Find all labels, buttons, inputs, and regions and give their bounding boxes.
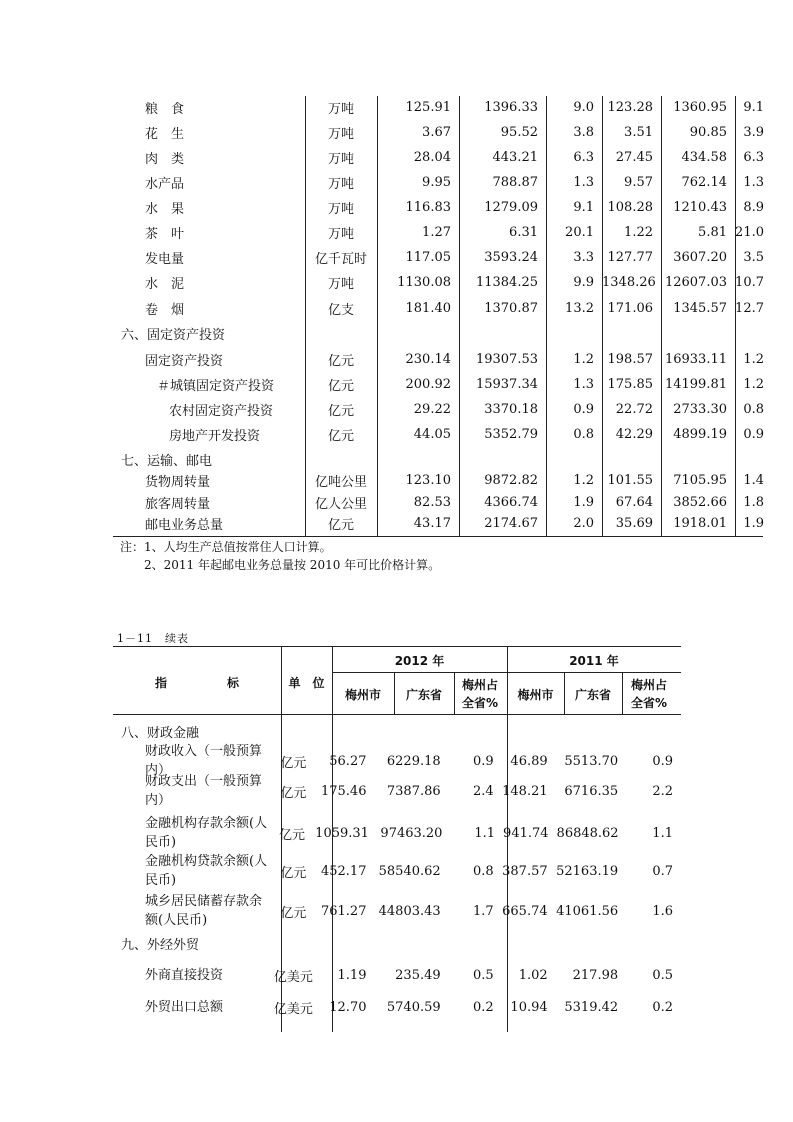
cell-value: 6716.35 bbox=[564, 783, 619, 799]
row-unit: 亿千瓦时 bbox=[314, 251, 367, 267]
row-label: 六、固定资产投资 bbox=[121, 327, 226, 343]
cell-value: 4899.19 bbox=[673, 426, 727, 442]
cell-value: 941.74 bbox=[503, 825, 549, 841]
cell-value: 3593.24 bbox=[484, 249, 538, 265]
cell-value: 44803.43 bbox=[378, 903, 441, 919]
row-label: 外贸出口总额 bbox=[145, 999, 224, 1015]
cell-value: 148.21 bbox=[502, 783, 548, 799]
table-row bbox=[113, 469, 764, 491]
cell-value: 29.22 bbox=[413, 401, 451, 417]
row-unit: 亿元 bbox=[280, 905, 307, 921]
table-row bbox=[113, 271, 764, 293]
cell-value: 1279.09 bbox=[484, 199, 538, 215]
cell-value: 9.95 bbox=[422, 174, 451, 190]
row-unit: 亿美元 bbox=[273, 1001, 313, 1017]
cell-value: 1.27 bbox=[422, 224, 451, 240]
cell-value: 6.3 bbox=[743, 149, 764, 165]
cell-value: 52163.19 bbox=[556, 863, 619, 879]
row-label: 城乡居民储蓄存款余额(人民币) bbox=[145, 894, 263, 928]
row-unit: 亿元 bbox=[280, 865, 307, 881]
cell-value: 1.7 bbox=[473, 903, 494, 919]
row-label: 花 生 bbox=[145, 126, 185, 142]
table-row bbox=[113, 246, 764, 268]
cell-value: 1348.26 bbox=[602, 274, 656, 290]
cell-value: 16933.11 bbox=[664, 351, 727, 367]
footnote-1: 注：1、人均生产总值按常住人口计算。 bbox=[120, 540, 332, 554]
row-unit: 亿支 bbox=[327, 302, 354, 318]
cell-value: 1.9 bbox=[573, 494, 594, 510]
cell-value: 1.1 bbox=[652, 825, 673, 841]
cell-value: 108.28 bbox=[607, 199, 653, 215]
cell-value: 35.69 bbox=[615, 515, 653, 531]
cell-value: 452.17 bbox=[320, 863, 367, 879]
cell-value: 9.57 bbox=[624, 174, 653, 190]
row-label: 九、外经外贸 bbox=[121, 937, 200, 953]
row-label: 货物周转量 bbox=[145, 474, 211, 490]
cell-value: 43.17 bbox=[413, 515, 451, 531]
cell-value: 1.4 bbox=[743, 472, 764, 488]
cell-value: 217.98 bbox=[572, 967, 619, 983]
row-label: 金融机构贷款余额(人民币) bbox=[145, 854, 268, 888]
row-label: 七、运输、邮电 bbox=[121, 453, 213, 469]
row-unit: 万吨 bbox=[327, 226, 354, 242]
cell-value: 0.7 bbox=[652, 863, 674, 879]
cell-value: 443.21 bbox=[492, 149, 538, 165]
header-guangdong-2012: 广东省 bbox=[405, 688, 442, 702]
row-unit: 亿元 bbox=[327, 353, 354, 369]
cell-value: 42.29 bbox=[615, 426, 653, 442]
table-row bbox=[113, 221, 764, 243]
header-year-2012: 2012 年 bbox=[394, 654, 445, 668]
cell-value: 9872.82 bbox=[484, 472, 538, 488]
table-row bbox=[113, 892, 681, 930]
cell-value: 9.0 bbox=[573, 99, 594, 115]
table-row bbox=[113, 297, 764, 319]
table-row bbox=[113, 814, 681, 852]
cell-value: 9.1 bbox=[573, 199, 594, 215]
cell-value: 0.9 bbox=[573, 401, 594, 417]
row-label: 卷 烟 bbox=[145, 302, 185, 318]
row-unit: 万吨 bbox=[327, 201, 354, 217]
cell-value: 5319.42 bbox=[564, 999, 619, 1015]
cell-value: 230.14 bbox=[405, 351, 451, 367]
row-label: 水产品 bbox=[145, 176, 185, 192]
cell-value: 90.85 bbox=[689, 124, 727, 140]
cell-value: 0.2 bbox=[473, 999, 494, 1015]
cell-value: 3.5 bbox=[743, 249, 764, 265]
cell-value: 27.45 bbox=[615, 149, 653, 165]
cell-value: 1.8 bbox=[743, 494, 764, 510]
cell-value: 22.72 bbox=[615, 401, 653, 417]
row-label: 邮电业务总量 bbox=[145, 517, 224, 533]
cell-value: 3.9 bbox=[743, 124, 764, 140]
cell-value: 761.27 bbox=[320, 903, 367, 919]
row-label: 固定资产投资 bbox=[145, 353, 224, 369]
table-row bbox=[113, 491, 764, 513]
cell-value: 6229.18 bbox=[386, 753, 441, 769]
cell-value: 387.57 bbox=[502, 863, 548, 879]
cell-value: 1059.31 bbox=[315, 825, 369, 841]
row-unit: 亿元 bbox=[327, 378, 354, 394]
cell-value: 1345.57 bbox=[673, 300, 727, 316]
table-row bbox=[113, 196, 764, 218]
cell-value: 1.3 bbox=[573, 376, 594, 392]
cell-value: 665.74 bbox=[502, 903, 548, 919]
cell-value: 14199.81 bbox=[664, 376, 727, 392]
cell-value: 1.3 bbox=[743, 174, 764, 190]
cell-value: 175.46 bbox=[320, 783, 367, 799]
row-unit: 亿吨公里 bbox=[314, 474, 367, 490]
cell-value: 1.9 bbox=[743, 515, 764, 531]
cell-value: 1130.08 bbox=[397, 274, 451, 290]
cell-value: 788.87 bbox=[492, 174, 538, 190]
cell-value: 1.2 bbox=[743, 351, 764, 367]
row-label: 金融机构存款余额(人民币) bbox=[145, 816, 268, 850]
table-row bbox=[113, 146, 764, 168]
row-label: 粮 食 bbox=[145, 101, 185, 117]
cell-value: 7105.95 bbox=[673, 472, 727, 488]
table-row bbox=[113, 722, 681, 744]
row-label: ＃城镇固定资产投资 bbox=[157, 378, 275, 394]
cell-value: 198.57 bbox=[607, 351, 653, 367]
cell-value: 434.58 bbox=[681, 149, 727, 165]
cell-value: 46.89 bbox=[510, 753, 548, 769]
row-label: 外商直接投资 bbox=[145, 967, 224, 983]
table-row bbox=[113, 512, 764, 534]
cell-value: 3.51 bbox=[624, 124, 653, 140]
cell-value: 3370.18 bbox=[484, 401, 538, 417]
cell-value: 0.5 bbox=[652, 967, 674, 983]
cell-value: 1210.43 bbox=[673, 199, 727, 215]
table-row bbox=[113, 171, 764, 193]
cell-value: 1.2 bbox=[743, 376, 764, 392]
row-unit: 亿人公里 bbox=[314, 496, 367, 512]
cell-value: 2.2 bbox=[652, 783, 674, 799]
header-year-2011: 2011 年 bbox=[569, 654, 619, 668]
cell-value: 20.1 bbox=[565, 224, 594, 240]
cell-value: 0.9 bbox=[473, 753, 494, 769]
table-row bbox=[113, 448, 764, 470]
cell-value: 9.9 bbox=[573, 274, 594, 290]
header-meizhou-2012: 梅州市 bbox=[344, 688, 381, 702]
cell-value: 12607.03 bbox=[664, 274, 727, 290]
cell-value: 28.04 bbox=[413, 149, 451, 165]
cell-value: 0.8 bbox=[573, 426, 594, 442]
cell-value: 8.9 bbox=[743, 199, 764, 215]
row-unit: 亿元 bbox=[327, 428, 354, 444]
cell-value: 2.4 bbox=[473, 783, 494, 799]
cell-value: 235.49 bbox=[395, 967, 441, 983]
cell-value: 200.92 bbox=[405, 376, 451, 392]
cell-value: 0.9 bbox=[743, 426, 764, 442]
cell-value: 0.9 bbox=[652, 753, 674, 769]
cell-value: 2733.30 bbox=[673, 401, 727, 417]
cell-value: 1.19 bbox=[337, 967, 367, 983]
cell-value: 4366.74 bbox=[484, 494, 538, 510]
cell-value: 3607.20 bbox=[673, 249, 727, 265]
cell-value: 762.14 bbox=[681, 174, 727, 190]
row-unit: 亿元 bbox=[327, 517, 354, 533]
row-label: 房地产开发投资 bbox=[169, 428, 261, 444]
cell-value: 1360.95 bbox=[673, 99, 727, 115]
cell-value: 67.64 bbox=[615, 494, 653, 510]
table-row bbox=[113, 398, 764, 420]
cell-value: 1370.87 bbox=[484, 300, 538, 316]
table-row bbox=[113, 934, 681, 956]
cell-value: 127.77 bbox=[607, 249, 653, 265]
cell-value: 123.10 bbox=[405, 472, 451, 488]
row-label: 水 泥 bbox=[145, 276, 185, 292]
cell-value: 0.5 bbox=[473, 967, 494, 983]
cell-value: 1.1 bbox=[474, 825, 496, 841]
table-row bbox=[113, 423, 764, 445]
cell-value: 5513.70 bbox=[564, 753, 619, 769]
table-row bbox=[113, 322, 764, 344]
cell-value: 6.31 bbox=[509, 224, 538, 240]
row-unit: 万吨 bbox=[327, 276, 354, 292]
row-unit: 万吨 bbox=[327, 176, 354, 192]
row-unit: 亿元 bbox=[278, 827, 305, 843]
cell-value: 97463.20 bbox=[380, 825, 443, 841]
cell-value: 11384.25 bbox=[475, 274, 538, 290]
cell-value: 12.70 bbox=[329, 999, 367, 1015]
table-row bbox=[113, 348, 764, 370]
row-unit: 亿美元 bbox=[273, 969, 313, 985]
table-row bbox=[113, 121, 764, 143]
row-label: 水 果 bbox=[145, 201, 185, 217]
cell-value: 101.55 bbox=[607, 472, 653, 488]
footnote-2: 2、2011 年起邮电业务总量按 2010 年可比价格计算。 bbox=[144, 558, 441, 572]
row-unit: 万吨 bbox=[327, 126, 354, 142]
cell-value: 5740.59 bbox=[386, 999, 441, 1015]
table-row bbox=[113, 96, 764, 118]
cell-value: 1.2 bbox=[573, 351, 594, 367]
cell-value: 56.27 bbox=[329, 753, 367, 769]
cell-value: 171.06 bbox=[607, 300, 653, 316]
cell-value: 123.28 bbox=[607, 99, 653, 115]
cell-value: 181.40 bbox=[405, 300, 451, 316]
cell-value: 10.7 bbox=[735, 274, 764, 290]
cell-value: 0.8 bbox=[743, 401, 764, 417]
cell-value: 10.94 bbox=[510, 999, 548, 1015]
cell-value: 0.2 bbox=[652, 999, 674, 1015]
cell-value: 21.0 bbox=[735, 224, 764, 240]
header-indicator: 指 标 bbox=[154, 676, 239, 690]
cell-value: 1.2 bbox=[573, 472, 594, 488]
row-label: 八、财政金融 bbox=[121, 725, 200, 741]
cell-value: 0.8 bbox=[473, 863, 494, 879]
cell-value: 116.83 bbox=[405, 199, 451, 215]
table-row bbox=[113, 852, 681, 890]
cell-value: 1.22 bbox=[624, 224, 653, 240]
cell-value: 1.6 bbox=[652, 903, 674, 919]
row-label: 茶 叶 bbox=[145, 226, 185, 242]
header-guangdong-2011: 广东省 bbox=[574, 688, 611, 702]
cell-value: 2.0 bbox=[573, 515, 594, 531]
table-row bbox=[113, 373, 764, 395]
cell-value: 82.53 bbox=[413, 494, 451, 510]
table-caption: 1－11 续表 bbox=[117, 632, 189, 645]
row-unit: 万吨 bbox=[327, 151, 354, 167]
cell-value: 1.3 bbox=[573, 174, 594, 190]
cell-value: 117.05 bbox=[405, 249, 451, 265]
table-row bbox=[113, 996, 681, 1018]
cell-value: 125.91 bbox=[405, 99, 451, 115]
cell-value: 13.2 bbox=[565, 300, 594, 316]
table-row bbox=[113, 964, 681, 986]
cell-value: 3852.66 bbox=[673, 494, 727, 510]
cell-value: 2174.67 bbox=[484, 515, 538, 531]
cell-value: 3.3 bbox=[573, 249, 594, 265]
header-share-2011: 梅州占全省% bbox=[630, 678, 668, 710]
row-unit: 亿元 bbox=[280, 785, 307, 801]
cell-value: 44.05 bbox=[413, 426, 451, 442]
cell-value: 86848.62 bbox=[556, 825, 619, 841]
table-row bbox=[113, 774, 681, 808]
header-meizhou-2011: 梅州市 bbox=[517, 688, 554, 702]
cell-value: 41061.56 bbox=[556, 903, 619, 919]
cell-value: 1.02 bbox=[518, 967, 548, 983]
cell-value: 9.1 bbox=[743, 99, 764, 115]
row-label: 财政收入（一般预算内） bbox=[145, 744, 263, 778]
row-label: 发电量 bbox=[145, 251, 185, 267]
cell-value: 7387.86 bbox=[386, 783, 441, 799]
cell-value: 95.52 bbox=[500, 124, 538, 140]
row-unit: 亿元 bbox=[280, 755, 307, 771]
row-label: 肉 类 bbox=[145, 151, 185, 167]
cell-value: 175.85 bbox=[607, 376, 653, 392]
cell-value: 5352.79 bbox=[484, 426, 538, 442]
cell-value: 15937.34 bbox=[475, 376, 538, 392]
cell-value: 3.67 bbox=[422, 124, 451, 140]
row-unit: 亿元 bbox=[327, 403, 354, 419]
cell-value: 12.7 bbox=[735, 300, 764, 316]
row-label: 财政支出（一般预算内） bbox=[145, 774, 263, 808]
cell-value: 19307.53 bbox=[475, 351, 538, 367]
row-unit: 万吨 bbox=[327, 101, 354, 117]
row-label: 旅客周转量 bbox=[145, 496, 211, 512]
header-unit: 单 位 bbox=[288, 676, 325, 690]
cell-value: 1396.33 bbox=[484, 99, 538, 115]
table-row bbox=[113, 744, 681, 778]
cell-value: 5.81 bbox=[698, 224, 727, 240]
row-label: 农村固定资产投资 bbox=[169, 403, 274, 419]
cell-value: 3.8 bbox=[573, 124, 594, 140]
cell-value: 6.3 bbox=[573, 149, 594, 165]
cell-value: 58540.62 bbox=[378, 863, 441, 879]
header-share-2012: 梅州占全省% bbox=[461, 678, 499, 710]
cell-value: 1918.01 bbox=[673, 515, 727, 531]
